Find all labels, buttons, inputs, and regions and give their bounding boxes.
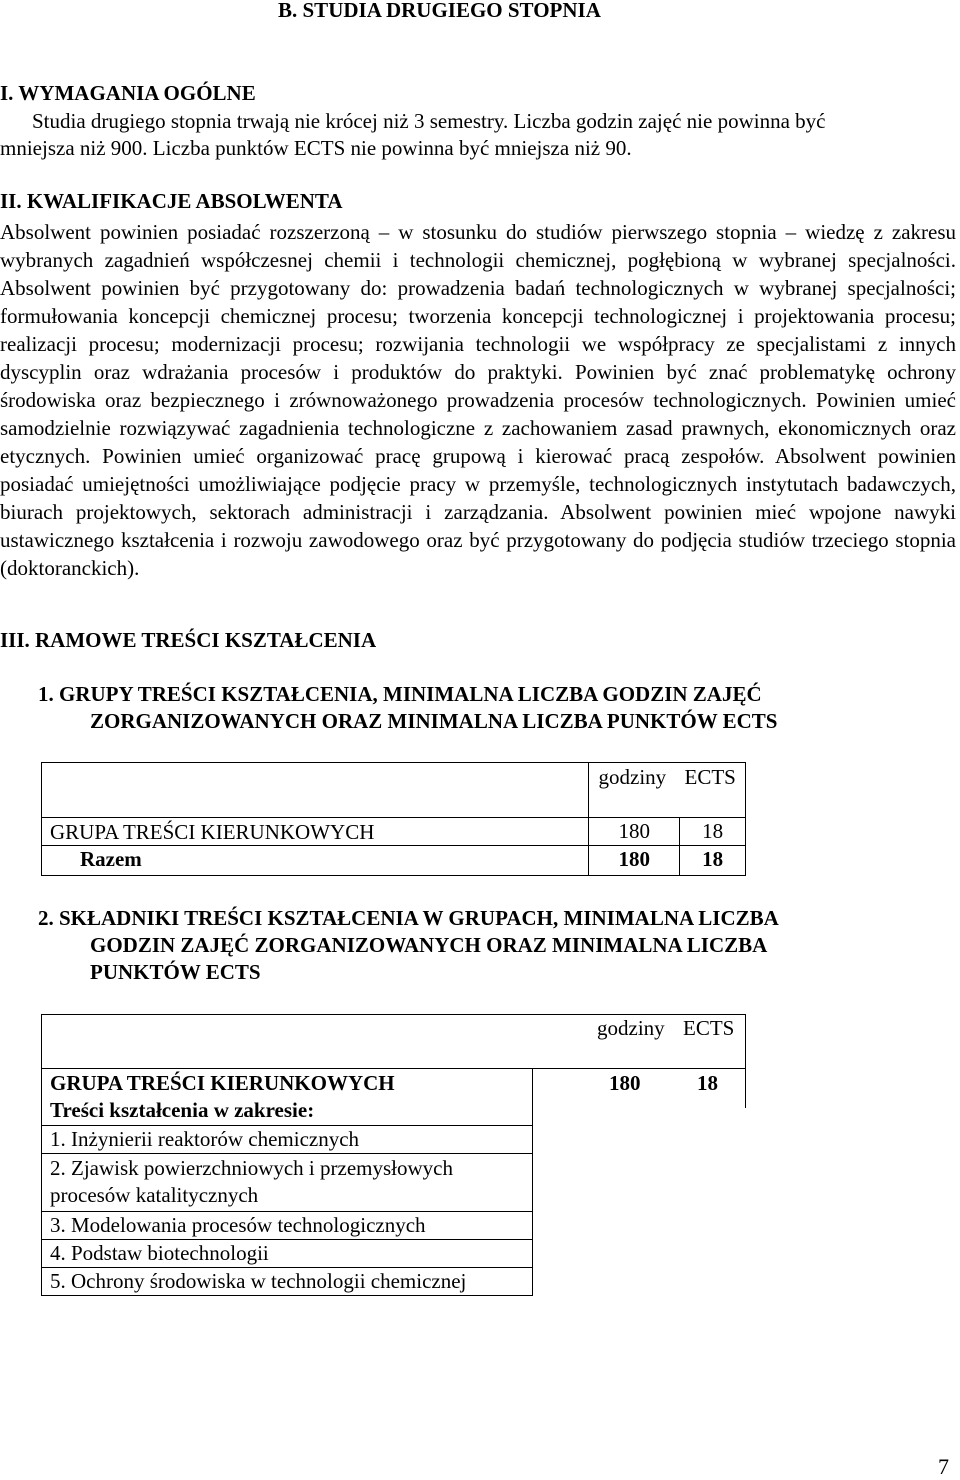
table-row-total-label: Razem (42, 846, 589, 876)
subsection-1-heading-line-1: 1. GRUPY TREŚCI KSZTAŁCENIA, MINIMALNA LICZBA GODZIN ZAJĘĆ (38, 682, 762, 706)
table-cell-total-hours: 180 (589, 846, 680, 876)
section-1-line-2: mniejsza niż 900. Liczba punktów ECTS nie powinna być mniejsza niż 90. (0, 136, 632, 160)
list-item: 3. Modelowania procesów technologicznych (50, 1213, 426, 1237)
section-1-heading: I. WYMAGANIA OGÓLNE (0, 81, 256, 105)
list-item: 2. Zjawisk powierzchniowych i przemysłowych procesów katalitycznych (50, 1156, 453, 1207)
section-2-heading: II. KWALIFIKACJE ABSOLWENTA (0, 189, 343, 213)
table-cell-total-ects: 18 (680, 846, 746, 876)
list-item: 5. Ochrony środowiska w technologii chemicznej (50, 1269, 467, 1293)
table-cell-ects: 18 (680, 818, 746, 846)
page-title: B. STUDIA DRUGIEGO STOPNIA (278, 0, 601, 22)
list-item: 1. Inżynierii reaktorów chemicznych (50, 1127, 360, 1151)
table-groups (41, 762, 746, 876)
subsection-2-heading-line-1: 2. SKŁADNIKI TREŚCI KSZTAŁCENIA W GRUPACH, MINIMALNA LICZBA (38, 906, 779, 930)
section-2-body: Absolwent powinien posiadać rozszerzoną – w stosunku do studiów pierwszego stopnia – wiedzę z zakresu wybranych zagadnień współczesnej chemii i technologii chemicznej, pogłębioną w wybranej specjalności. Absolwent powinien być przygotowany do: prowadzenia badań technologicznych w wybranej specjalności; formułowania koncepcji chemicznej procesu; tworzenia koncepcji technologicznej i projektowania procesu; realizacji procesu; modernizacji procesu; rozwijania technologii we współpracy ze specjalistami z innych dyscyplin oraz wdrażania procesów i produktów do praktyki. Powinien być znać problematykę ochrony środowiska oraz bezpiecznego i zrównoważonego prowadzenia procesów technologicznych. Powinien umieć samodzielnie rozwiązywać zagadnienia technologiczne z zachowaniem zasad prawnych, ekonomicznych oraz etycznych. Powinien umieć organizować pracę grupową i kierować pracą zespołów. Absolwent powinien posiadać umiejętności umożliwiające podjęcie pracy w przemyśle, technologicznych instytutach badawczych, biurach projektowych, sektorach administracji i zarządzania. Absolwent powinien mieć wpojone nawyki ustawicznego kształcenia i rozwoju zawodowego oraz być przygotowany do podjęcia studiów trzeciego stopnia (doktoranckich). (0, 220, 956, 580)
col-hours-label: godziny (597, 1016, 665, 1040)
table-components (41, 1014, 746, 1296)
table-cell-hours: 180 (589, 818, 680, 846)
subsection-2-heading-line-3: PUNKTÓW ECTS (90, 960, 261, 984)
group-label: GRUPA TREŚCI KIERUNKOWYCH (50, 1071, 395, 1095)
col-hours-label: godziny (598, 764, 667, 789)
contents-subheading: Treści kształcenia w zakresie: (50, 1098, 315, 1122)
section-3-heading: III. RAMOWE TREŚCI KSZTAŁCENIA (0, 628, 377, 652)
table-header-blank (42, 763, 589, 818)
subsection-2-heading-line-2: GODZIN ZAJĘĆ ZORGANIZOWANYCH ORAZ MINIMALNA LICZBA (90, 933, 768, 957)
table-row-label: GRUPA TREŚCI KIERUNKOWYCH (42, 818, 589, 846)
list-item: 4. Podstaw biotechnologii (50, 1241, 269, 1265)
group-hours: 180 (609, 1071, 641, 1095)
section-1-line-1: Studia drugiego stopnia trwają nie krócej niż 3 semestry. Liczba godzin zajęć nie powinna być (32, 109, 826, 133)
page-number: 7 (938, 1454, 949, 1479)
col-ects-label: ECTS (684, 764, 736, 789)
subsection-1-heading-line-2: ZORGANIZOWANYCH ORAZ MINIMALNA LICZBA PUNKTÓW ECTS (90, 709, 778, 733)
group-ects: 18 (697, 1071, 718, 1095)
table-header-cols (589, 763, 746, 818)
col-ects-label: ECTS (683, 1016, 735, 1040)
